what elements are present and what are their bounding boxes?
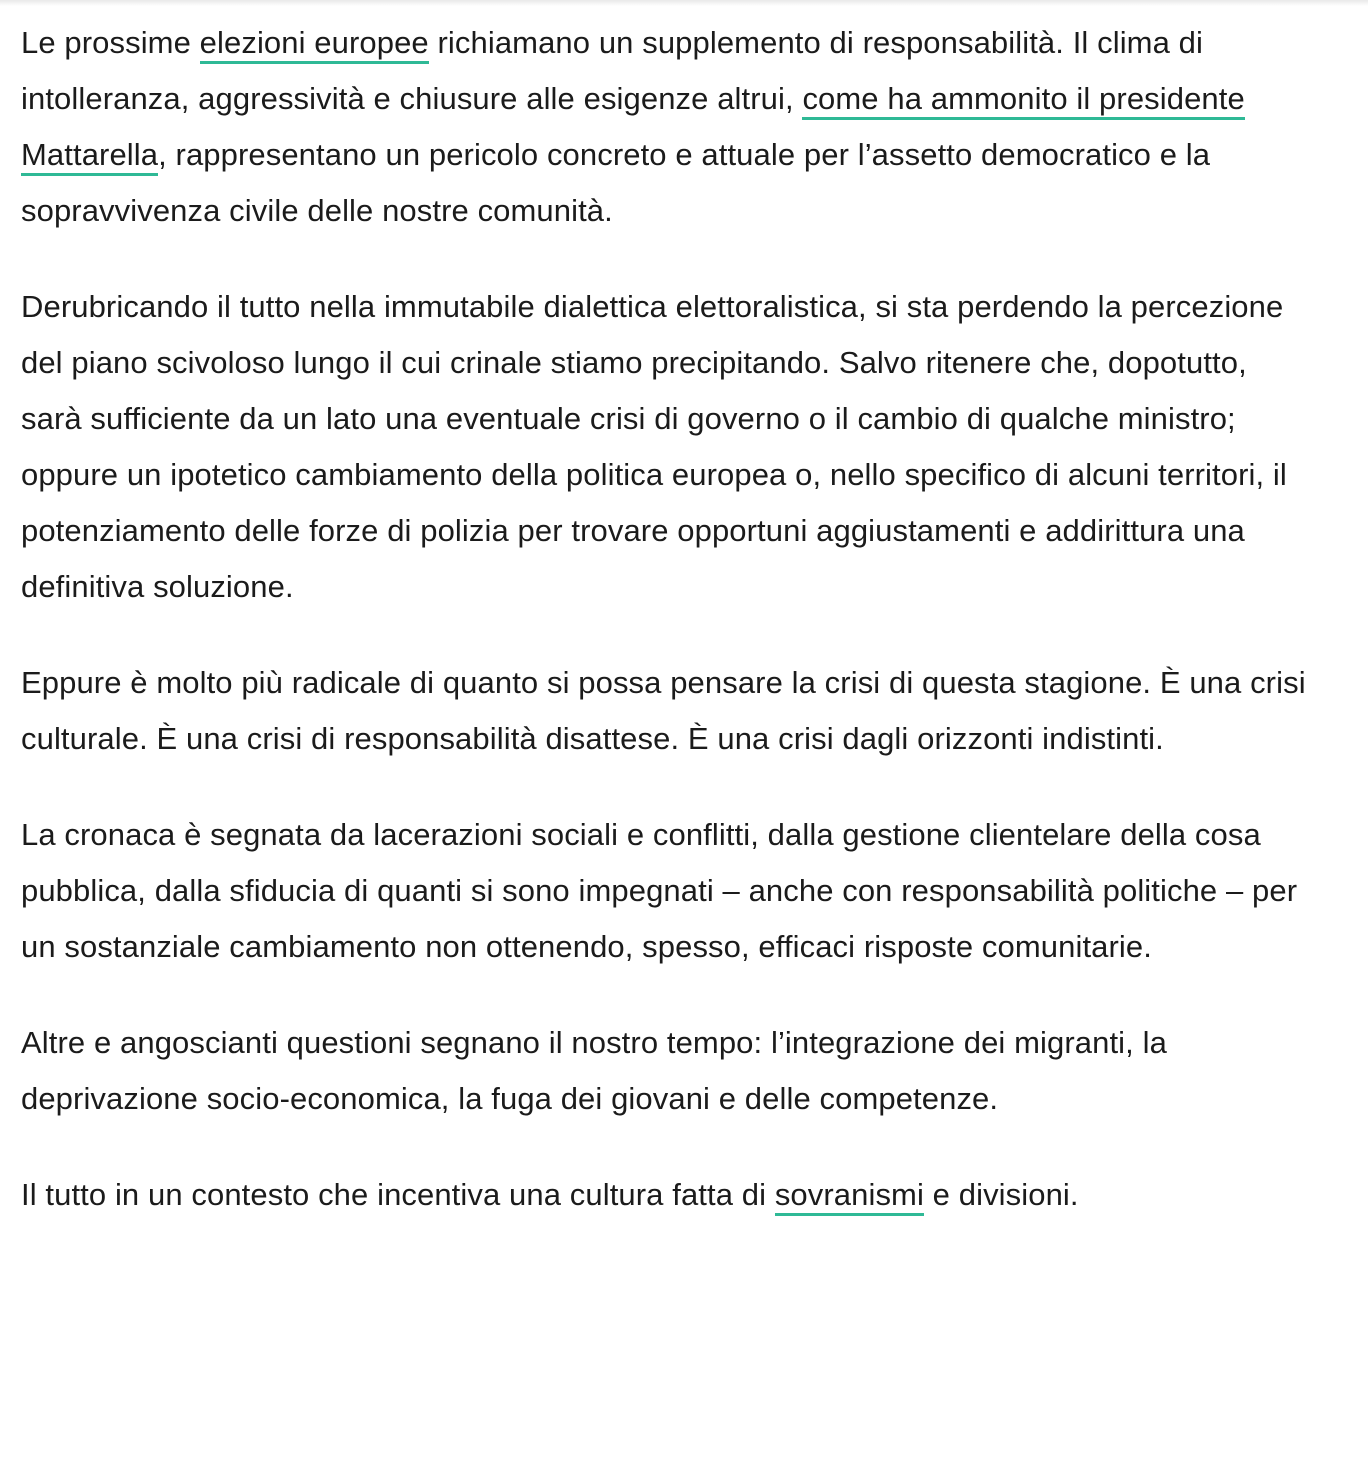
top-shadow (0, 0, 1368, 6)
article-body (21, 15, 1311, 1263)
link-sovranismi[interactable]: sovranismi (775, 1177, 924, 1216)
paragraph-4: La cronaca è segnata da lacerazioni sociali e conflitti, dalla gestione clientelare della cosa pubblica, dalla sfiducia di quanti si sono impegnati – anche con responsabilità politiche – per un sostanziale cambiamento non ottenendo, spesso, efficaci risposte comunitarie. (21, 817, 1298, 964)
paragraph-2: Derubricando il tutto nella immutabile dialettica elettoralistica, si sta perdendo la percezione del piano scivoloso lungo il cui crinale stiamo precipitando. Salvo ritenere che, dopotutto, sarà sufficiente da un lato una eventuale crisi di governo o il cambio di qualche ministro; oppure un ipotetico cambiamento della politica europea o, nello specifico di alcuni territori, il potenziamento delle forze di polizia per trovare opportuni aggiustamenti e addirittura una definitiva soluzione. (21, 289, 1287, 604)
link-elezioni-europee[interactable]: elezioni europee (200, 25, 429, 64)
paragraph-3: Eppure è molto più radicale di quanto si possa pensare la crisi di questa stagione. È una crisi culturale. È una crisi di responsabilità disattese. È una crisi dagli orizzonti indistinti. (21, 665, 1306, 756)
paragraph-6-text-end: e divisioni. (923, 1177, 1079, 1212)
paragraph-6 (21, 1167, 1311, 1223)
paragraph-1 (21, 15, 1311, 239)
paragraph-1-text-middle: richiamano un supplemento di responsabilità. Il clima di intolleranza, aggressività e chiusure alle esigenze altrui, (21, 25, 1203, 116)
link-mattarella[interactable]: come ha ammonito il presidente Mattarella (21, 81, 1245, 176)
paragraph-1-text-end: , rappresentano un pericolo concreto e attuale per l’assetto democratico e la sopravvivenza civile delle nostre comunità. (21, 137, 1211, 228)
paragraph-1-text-start: Le prossime (21, 25, 200, 60)
paragraph-6-text-start: Il tutto in un contesto che incentiva una cultura fatta di (21, 1177, 775, 1212)
paragraph-5: Altre e angoscianti questioni segnano il nostro tempo: l’integrazione dei migranti, la deprivazione socio-economica, la fuga dei giovani e delle competenze. (21, 1025, 1167, 1116)
